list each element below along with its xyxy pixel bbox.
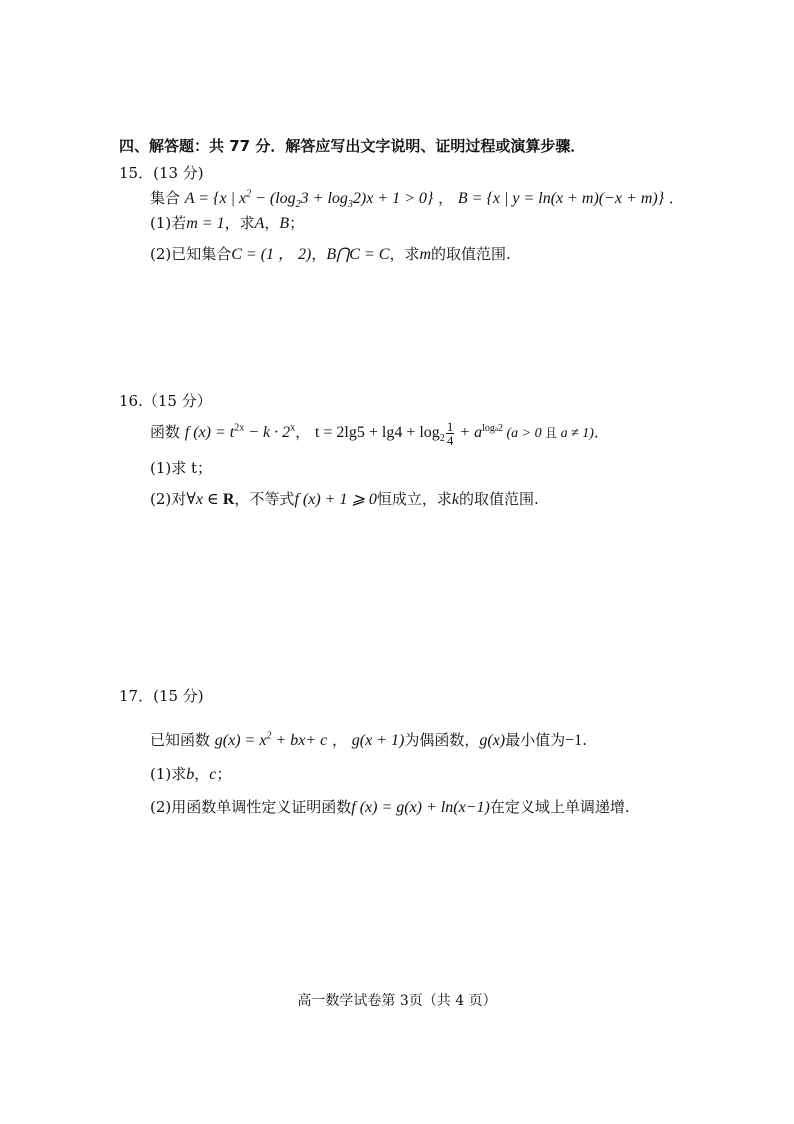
question-15-part-2: (2)已知集合C = (1 ， 2)，B⋂C = C，求m的取值范围. xyxy=(150,245,511,263)
question-17-part-1: (1)求b，c； xyxy=(150,765,232,783)
question-16-stem: 函数 f $(x) = t^{2x} - k \cdot 2^x$， $t = 2\lg 5 + \lg 4 + \log_2$ $\frac{1}{4}$ + $a^{loga2}$ (a > 0 且 a ≠ 1)． xyxy=(150,419,609,448)
q16-t-definition: $t = 2\lg 5 + \lg 4 + \log_2$ $\frac{1}{4}$ + $a^{loga2}$ xyxy=(314,419,503,448)
question-15-score: (13 分) xyxy=(153,164,204,182)
section-title: 四、解答题：共 77 分．解答应写出文字说明、证明过程或演算步骤． xyxy=(119,137,586,155)
q17-g-definition: $g(x) = x^2 + bx+ c$ xyxy=(214,730,328,749)
question-16-part-1: (1)求 t； xyxy=(150,459,213,477)
question-16-header xyxy=(119,391,212,411)
question-17-number: 17． xyxy=(119,687,154,705)
q15-separator: ， xyxy=(433,189,458,207)
question-17-part-2: (2)用函数单调性定义证明函数f (x) = g(x) + ln(x−1)在定义域上单调递增. xyxy=(150,798,630,816)
q15-stem-end: ． xyxy=(664,189,684,207)
question-17-header xyxy=(119,686,204,706)
q16-f-definition: f $(x) = t^{2x} - k \cdot 2^x$ xyxy=(184,422,296,442)
question-16-number: 16. xyxy=(119,392,143,410)
page-footer: 高一数学试卷第 3页（共 4 页） xyxy=(297,993,497,1009)
q15-set-b: B = {x | y = ln(x + m)(−x + m)} xyxy=(457,190,665,207)
question-17-stem: 已知函数 $g(x) = x^2 + bx+ c$ ， g(x + 1)为偶函数，g(x)最小值为−1. xyxy=(150,730,587,749)
question-15-part-1: (1)若m = 1，求A，B； xyxy=(150,214,305,232)
question-15-number: 15． xyxy=(119,164,154,182)
question-17-score: (15 分) xyxy=(153,687,204,705)
question-16-score: （15 分） xyxy=(142,392,212,410)
q15-set-a: A = {x | $x^2 - (\log_23 + \log_32)x + 1 > 0$} xyxy=(184,188,434,211)
q16-fraction: $\frac{1}{4}$ xyxy=(446,419,454,448)
question-16-part-2: (2)对∀x ∈ R，不等式f (x) + 1 ⩾ 0恒成立，求k的取值范围. xyxy=(150,490,539,508)
q15-stem-prefix: 集合 xyxy=(150,189,181,207)
question-15-header xyxy=(119,163,204,183)
question-15-stem xyxy=(150,188,684,209)
